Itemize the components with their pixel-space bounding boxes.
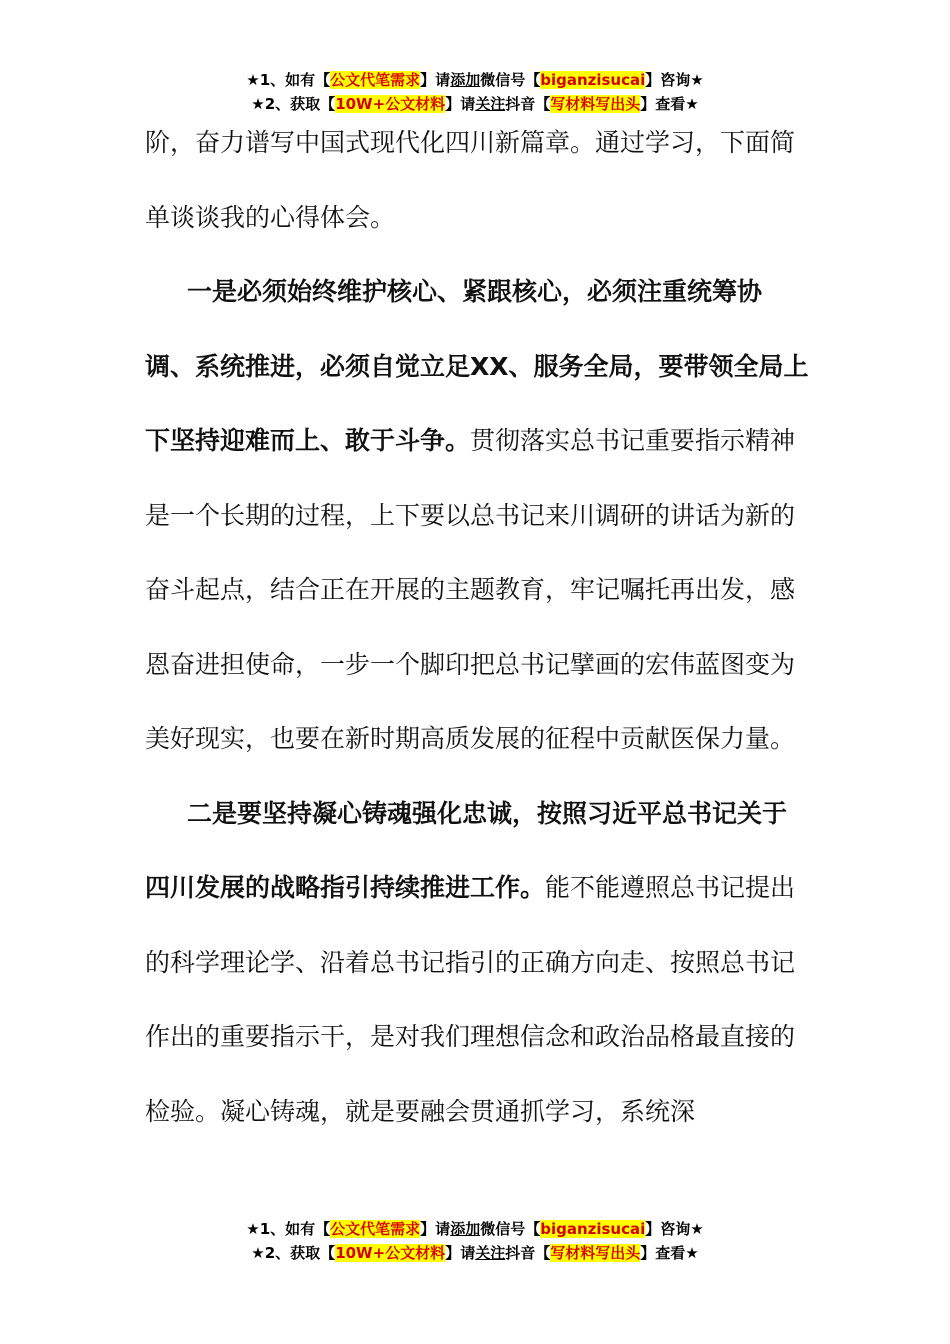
highlight-service: 公文代笔需求 (330, 71, 421, 89)
highlight-service: 公文代笔需求 (330, 1220, 421, 1238)
banner-line-1 (0, 68, 950, 92)
banner-text: 】查看★ (640, 95, 699, 113)
banner-text-underlined: 添加 (450, 71, 481, 89)
highlight-douyin-account: 写材料写出头 (550, 1244, 641, 1262)
highlight-wechat-id: biganzisucai (540, 1220, 646, 1238)
paragraph-3 (145, 777, 810, 1150)
banner-text: 】查看★ (640, 1244, 699, 1262)
banner-text: 】咨询★ (645, 1220, 704, 1238)
banner-text: 微信号【 (480, 71, 541, 89)
paragraph-2 (145, 255, 810, 777)
banner-text: 】请 (420, 1220, 451, 1238)
banner-text: ★1、如有【 (246, 1220, 331, 1238)
highlight-wechat-id: biganzisucai (540, 71, 646, 89)
banner-line-1 (0, 1217, 950, 1241)
paragraph-1: 阶，奋力谱写中国式现代化四川新篇章。通过学习，下面简单谈谈我的心得体会。 (145, 128, 796, 232)
paragraph-2-heading: 一是必须始终维护核心、紧跟核心，必须注重统筹协调、系统推进，必须自觉立足XX、服务全局，要带领全局上下坚持迎难而上、敢于斗争。 (145, 277, 809, 455)
paragraph-2-text: 贯彻落实总书记重要指示精神是一个长期的过程，上下要以总书记来川调研的讲话为新的奋斗起点，结合正在开展的主题教育，牢记嘱托再出发，感恩奋进担使命，一步一个脚印把总书记擘画的宏伟蓝图变为美好现实，也要在新时期高质发展的征程中贡献医保力量。 (145, 426, 796, 753)
footer-banner (0, 1217, 950, 1265)
highlight-materials: 10W+公文材料 (335, 1244, 446, 1262)
paragraph-3-heading: 二是要坚持凝心铸魂强化忠诚，按照习近平总书记关于四川发展的战略指引持续推进工作。 (145, 798, 788, 902)
banner-text: 抖音【 (505, 95, 551, 113)
banner-text-underlined: 关注 (475, 95, 506, 113)
banner-text: 微信号【 (480, 1220, 541, 1238)
banner-text: ★2、获取【 (251, 1244, 336, 1262)
banner-text-underlined: 关注 (475, 1244, 506, 1262)
banner-text: 】请 (420, 71, 451, 89)
banner-text: ★1、如有【 (246, 71, 331, 89)
highlight-douyin-account: 写材料写出头 (550, 95, 641, 113)
banner-line-2 (0, 1241, 950, 1265)
banner-text: ★2、获取【 (251, 95, 336, 113)
banner-text: 】咨询★ (645, 71, 704, 89)
banner-text-underlined: 添加 (450, 1220, 481, 1238)
banner-text: 】请 (445, 1244, 476, 1262)
banner-text: 】请 (445, 95, 476, 113)
highlight-materials: 10W+公文材料 (335, 95, 446, 113)
banner-text: 抖音【 (505, 1244, 551, 1262)
document-body (145, 106, 810, 1149)
paragraph-3-text: 能不能遵照总书记提出的科学理论学、沿着总书记指引的正确方向走、按照总书记作出的重要指示干，是对我们理想信念和政治品格最直接的检验。凝心铸魂，就是要融会贯通抓学习，系统深 (145, 873, 796, 1126)
